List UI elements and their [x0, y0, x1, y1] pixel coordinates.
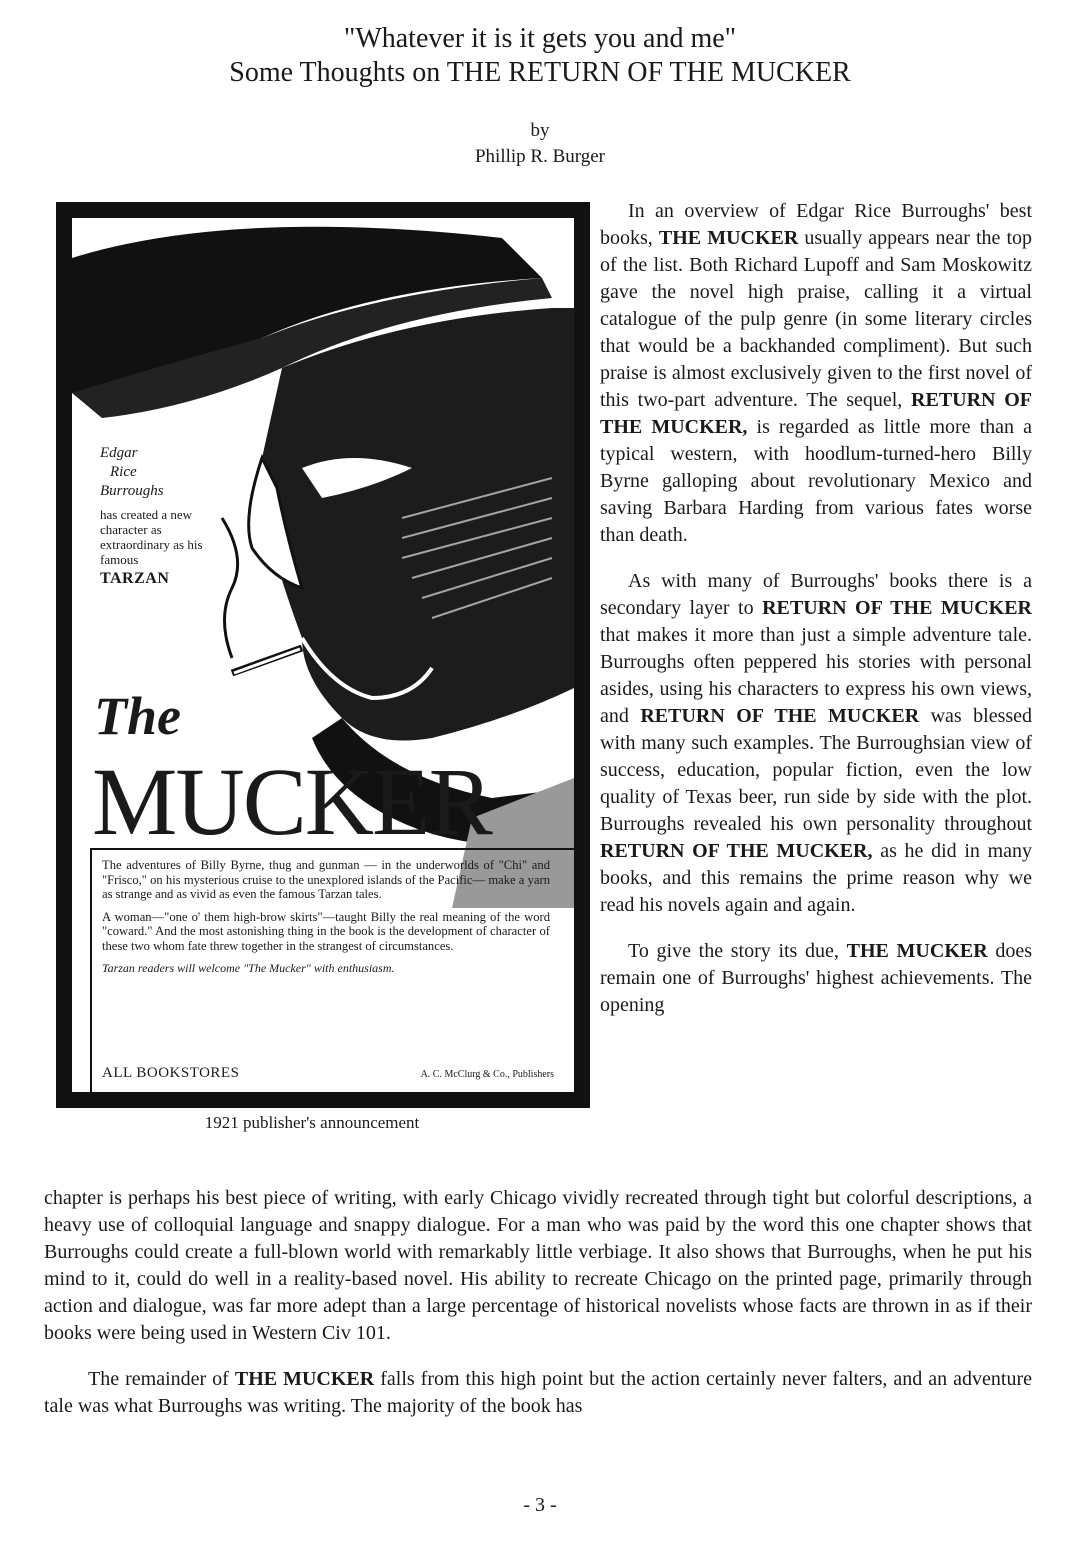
byline	[0, 118, 1080, 170]
title-line-1: "Whatever it is it gets you and me"	[343, 23, 737, 54]
full-width-text	[44, 1185, 1032, 1439]
paragraph-3-start: To give the story its due, THE MUCKER does remain one of Burroughs' highest achievements. The opening	[600, 940, 1033, 1016]
byline-author: Phillip R. Burger	[474, 146, 606, 167]
page-number: - 3 -	[523, 1494, 557, 1516]
right-column	[600, 198, 1032, 1019]
paragraph-2: As with many of Burroughs' books there is a secondary layer to RETURN OF THE MUCKER that makes it more than just a simple adventure tale. Burroughs often peppered his stories with personal asides, using his characters to express his own views, and RETURN OF THE MUCKER was blessed with many such examples. The Burroughsian view of success, education, popular fiction, even the low quality of Texas beer, run side by side with the plot. Burroughs revealed his own personality throughout RETURN OF THE MUCKER, as he did in many books, and this remains the prime reason why we read his novels again and again.	[600, 570, 1033, 916]
advert-mucker-title: MUCKER	[92, 748, 491, 855]
article-title	[0, 22, 1080, 90]
byline-by: by	[530, 120, 550, 141]
advert-footer	[102, 1066, 554, 1083]
advert-blurb-1: The adventures of Billy Byrne, thug and gunman — in the underworlds of "Chi" and "Frisco," on his mysterious cruise to the unexplored islands of the Pacific— make a yarn as strange and as vivid as even the famous Tarzan tales.	[102, 858, 550, 901]
advert-the: The	[94, 686, 181, 746]
figure-caption: 1921 publisher's announcement	[204, 1113, 420, 1132]
advert-tarzan: TARZAN	[100, 570, 170, 587]
advert-intro	[100, 444, 220, 586]
advert-tagline: has created a new character as extraordinary as his famous	[100, 507, 203, 567]
advert-blurb-2: A woman—"one o' them high-brow skirts"—taught Billy the real meaning of the word "coward." And the most astonishing thing in the book is the development of character of these two whom fate threw together in the strangest of circumstances.	[102, 909, 550, 953]
paragraph-1: In an overview of Edgar Rice Burroughs' best books, THE MUCKER usually appears near the top of the list. Both Richard Lupoff and Sam Moskowitz gave the novel high praise, calling it a virtual catalogue of the pulp genre (in some literary circles that would be a backhanded compliment). But such praise is almost exclusively given to the first novel of this two-part adventure. The sequel, RETURN OF THE MUCKER, is regarded as little more than a typical western, with hoodlum-turned-hero Billy Byrne galloping about revolutionary Mexico and saving Barbara Harding from various fates worse than death.	[600, 200, 1033, 546]
mucker-advertisement	[56, 202, 590, 1108]
advert-welcome: Tarzan readers will welcome "The Mucker" with enthusiasm.	[102, 961, 395, 975]
paragraph-4: The remainder of THE MUCKER falls from this high point but the action certainly never falters, and an adventure tale was what Burroughs was writing. The majority of the book has	[44, 1368, 1033, 1417]
advert-author: Edgar Rice Burroughs	[100, 445, 164, 499]
advertisement-frame	[70, 216, 576, 1094]
advert-stores: ALL BOOKSTORES	[102, 1064, 240, 1081]
advert-blurb-box	[90, 848, 574, 1092]
title-line-2: Some Thoughts on THE RETURN OF THE MUCKER	[229, 57, 851, 88]
advert-publisher: A. C. McClurg & Co., Publishers	[420, 1068, 554, 1080]
paragraph-3-cont: chapter is perhaps his best piece of writing, with early Chicago vividly recreated through tight but colorful descriptions, a heavy use of colloquial language and snappy dialogue. For a man who was paid by the word this one chapter shows that Burroughs could create a full-blown world with remarkably little verbiage. It also shows that Burroughs, when he put his mind to it, could do well in a reality-based novel. His ability to recreate Chicago on the printed page, primarily through action and dialogue, was far more adept than a large percentage of historical novelists whose facts are thrown in as if their books were being used in Western Civ 101.	[44, 1187, 1032, 1344]
